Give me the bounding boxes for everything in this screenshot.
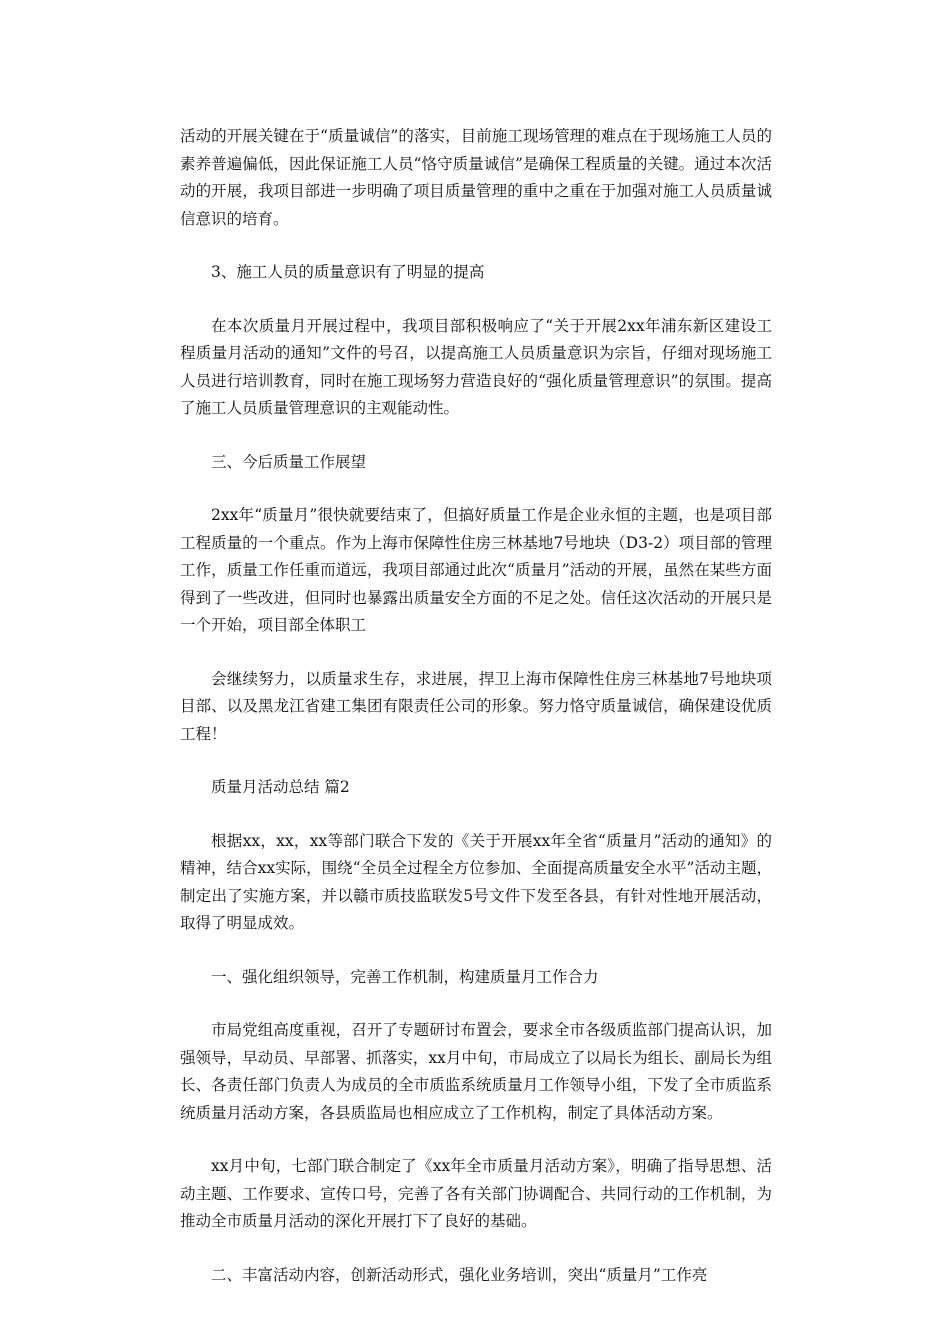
paragraph-quality-month-ending: 2xx年“质量月”很快就要结束了，但搞好质量工作是企业永恒的主题，也是项目部工程质量的一个重点。作为上海市保障性住房三林基地7号地块（D3-2）项目部的管理工作，质量工作任重而道远，我项目部通过此次“质量月”活动的开展，虽然在某些方面得到了一些改进，但同时也暴露出质量安全方面的不足之处。信任这次活动的开展只是一个开始，项目部全体职工 [180, 506, 772, 634]
paragraph-party-group: 市局党组高度重视，召开了专题研讨布置会，要求全市各级质监部门提高认识，加强领导，早动员、早部署、抓落实，xx月中旬，市局成立了以局长为组长、副局长为组长、各责任部门负责人为成员的全市质监系统质量月工作领导小组，下发了全市质监系统质量月活动方案，各县质监局也相应成立了工作机构，制定了具体活动方案。 [180, 1021, 772, 1122]
subheading-quality-awareness: 3、施工人员的质量意识有了明显的提高 [211, 263, 485, 281]
heading-future-outlook: 三、今后质量工作展望 [211, 452, 367, 471]
document-body [180, 123, 772, 1315]
paragraph-continuation: 活动的开展关键在于“质量诚信”的落实，目前施工现场管理的难点在于现场施工人员的素养普遍偏低，因此保证施工人员“恪守质量诚信”是确保工程质量的关键。通过本次活动的开展，我项目部进一步明确了项目质量管理的重中之重在于加强对施工人员质量诚信意识的培育。 [180, 127, 772, 228]
paragraph-seven-departments: xx月中旬，七部门联合制定了《xx年全市质量月活动方案》，明确了指导思想、活动主题、工作要求、宣传口号，完善了各有关部门协调配合、共同行动的工作机制，为推动全市质量月活动的深化开展打下了良好的基础。 [180, 1157, 772, 1230]
paragraph-continue-efforts: 会继续努力，以质量求生存，求进展，捍卫上海市保障性住房三林基地7号地块项目部、以及黑龙江省建工集团有限责任公司的形象。努力恪守质量诚信，确保建设优质工程！ [180, 669, 772, 743]
paragraph-notice-basis: 根据xx，xx，xx等部门联合下发的《关于开展xx年全省“质量月”活动的通知》的精神，结合xx实际，围绕“全员全过程全方位参加、全面提高质量安全水平”活动主题，制定出了实施方案，并以赣市质技监联发5号文件下发至各县，有针对性地开展活动，取得了明显成效。 [180, 831, 772, 932]
heading-enrich-activities: 二、丰富活动内容，创新活动形式，强化业务培训，突出“质量月”工作亮 [211, 1265, 708, 1284]
section-title-part2: 质量月活动总结 篇2 [211, 778, 350, 796]
heading-strengthen-leadership: 一、强化组织领导，完善工作机制，构建质量月工作合力 [211, 967, 599, 986]
paragraph-quality-month-response: 在本次质量月开展过程中，我项目部积极响应了“关于开展2xx年浦东新区建设工程质量月活动的通知”文件的号召，以提高施工人员质量意识为宗旨，仔细对现场施工人员进行培训教育，同时在施工现场努力营造良好的“强化质量管理意识”的氛围。提高了施工人员质量管理意识的主观能动性。 [180, 316, 772, 417]
